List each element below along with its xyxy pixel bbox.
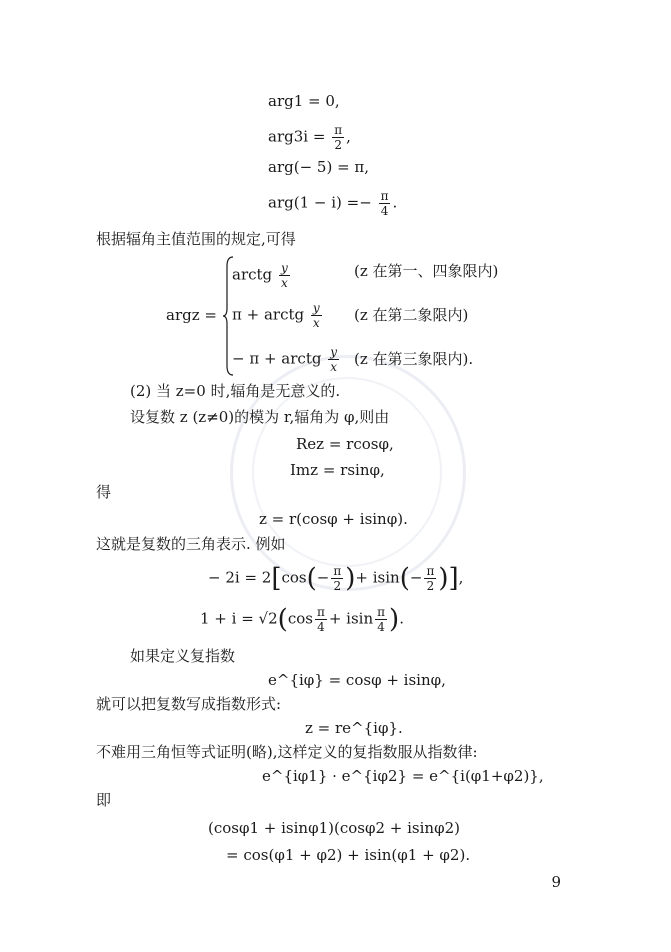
example-minus-2i: − 2i = 2[cos(− $\frac{\pi}{2}$ )+ isin(− $\frac{\pi}{2}$ )],	[208, 563, 464, 594]
formula-trig: z = r(cosφ + isinφ).	[259, 510, 408, 528]
eq-arg3i-lhs: arg3i =	[268, 127, 326, 146]
paragraph: 不难用三角恒等式证明(略),这样定义的复指数服从指数律:	[96, 743, 478, 761]
formula-exp-form: z = re^{iφ}.	[305, 719, 403, 737]
piecewise-cond-2: (z 在第二象限内)	[354, 306, 469, 324]
eq-arg-minus5: arg(− 5) = π,	[268, 158, 370, 176]
page-number: 9	[551, 873, 561, 891]
piecewise-cond-3: (z 在第三象限内).	[354, 350, 474, 368]
paragraph: 根据辐角主值范围的规定,可得	[96, 230, 296, 248]
formula-imz: Imz = rsinφ,	[290, 461, 385, 479]
formula-rez: Rez = rcosφ,	[296, 435, 394, 453]
paragraph: 就可以把复数写成指数形式:	[96, 695, 282, 713]
example-1-plus-i: 1 + i = √2(cos $\frac{\pi}{4}$ + isin $\frac{\pi}{4}$ ).	[200, 604, 404, 635]
piecewise-row-1: arctg $\frac{y}{x}$	[232, 261, 288, 290]
paragraph: (2) 当 z=0 时,辐角是无意义的.	[130, 382, 341, 400]
eq-arg-1-minus-i: arg(1 − i) =− $\frac{\pi}{4}$ .	[268, 189, 398, 218]
eq-arg1: arg1 = 0,	[268, 92, 340, 110]
eq-arg1mi-lhs: arg(1 − i) =−	[268, 193, 372, 212]
piecewise-cond-1: (z 在第一、四象限内)	[354, 262, 499, 280]
formula-euler: e^{iφ} = cosφ + isinφ,	[268, 671, 446, 689]
fraction: $\frac{\pi}{2}$	[334, 123, 343, 152]
fraction: $\frac{\pi}{4}$	[380, 189, 389, 218]
paragraph: 如果定义复指数	[130, 647, 236, 665]
paragraph: 设复数 z (z≠0)的模为 r,辐角为 φ,则由	[130, 408, 390, 426]
piecewise-lhs: argz =	[166, 306, 217, 324]
paragraph: 这就是复数的三角表示. 例如	[96, 535, 286, 553]
piecewise-row-2: π + arctg $\frac{y}{x}$	[232, 301, 320, 330]
piecewise-row-3: − π + arctg $\frac{y}{x}$	[232, 345, 338, 374]
formula-product-result: = cos(φ1 + φ2) + isin(φ1 + φ2).	[226, 846, 471, 864]
formula-product: (cosφ1 + isinφ1)(cosφ2 + isinφ2)	[208, 819, 460, 837]
paragraph: 得	[96, 483, 112, 501]
formula-exp-law: e^{iφ1} · e^{iφ2} = e^{i(φ1+φ2)},	[262, 767, 544, 785]
paragraph: 即	[96, 791, 112, 809]
eq-arg3i: arg3i = $\frac{\pi}{2}$ ,	[268, 123, 351, 152]
